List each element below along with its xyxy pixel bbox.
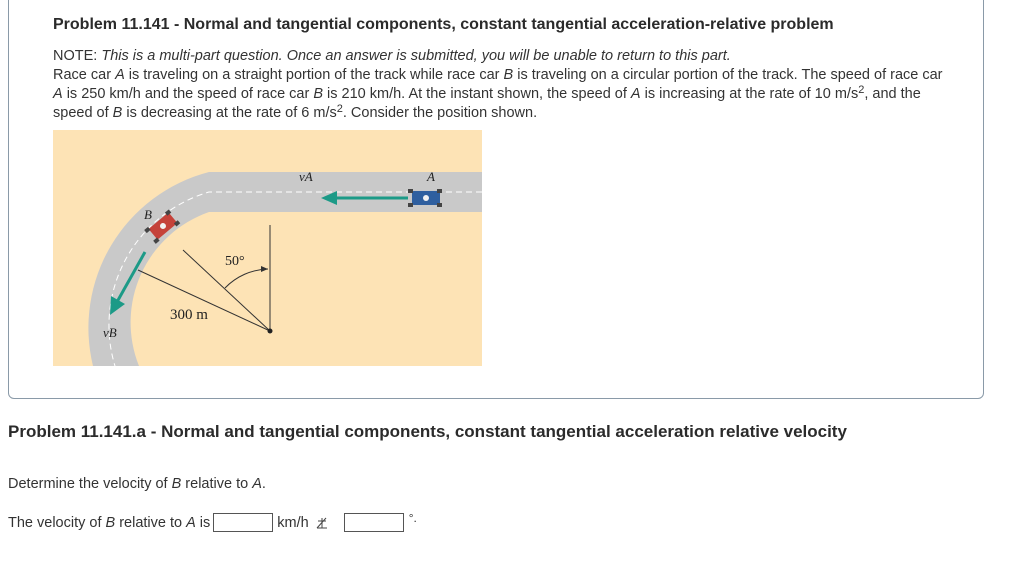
problem-title: Problem 11.141 - Normal and tangential components, constant tangential acceleration-relative problem [53, 16, 834, 33]
degree-symbol: °. [408, 510, 417, 525]
angle-input[interactable] [344, 513, 404, 532]
statement-text: Race car A is traveling on a straight portion of the track while race car B is traveling on a circular portion of the track. The speed of race car A is 250 km/h and the speed of race car B is 210 km/h. At the instant shown, the speed of A is increasing at the rate of 10 $m/s^2$, and the speed of B is decreasing at the rate of 6 $m/s^2$. Consider the position shown. [53, 67, 943, 121]
label-va: vA [299, 169, 313, 184]
problem-statement [53, 47, 943, 123]
determine-text: Determine the velocity of B relative to A. [8, 476, 266, 492]
answer-row [8, 510, 417, 532]
label-b: B [144, 207, 152, 222]
race-track-figure [53, 130, 482, 366]
car-a [408, 189, 442, 207]
part-title: Problem 11.141.a - Normal and tangential components, constant tangential acceleration relative velocity [8, 422, 847, 441]
speed-input[interactable] [213, 513, 273, 532]
answer-label: The velocity of B relative to A is [8, 514, 211, 531]
angle-icon [315, 516, 329, 530]
label-vb: vB [103, 325, 117, 340]
center-point [268, 329, 273, 334]
label-a: A [427, 169, 435, 184]
note: NOTE: This is a multi-part question. Once an answer is submitted, you will be unable to return to this part. [53, 48, 731, 64]
label-radius: 300 m [170, 307, 208, 323]
unit-label: km/h [277, 514, 309, 531]
label-angle: 50° [225, 254, 245, 269]
